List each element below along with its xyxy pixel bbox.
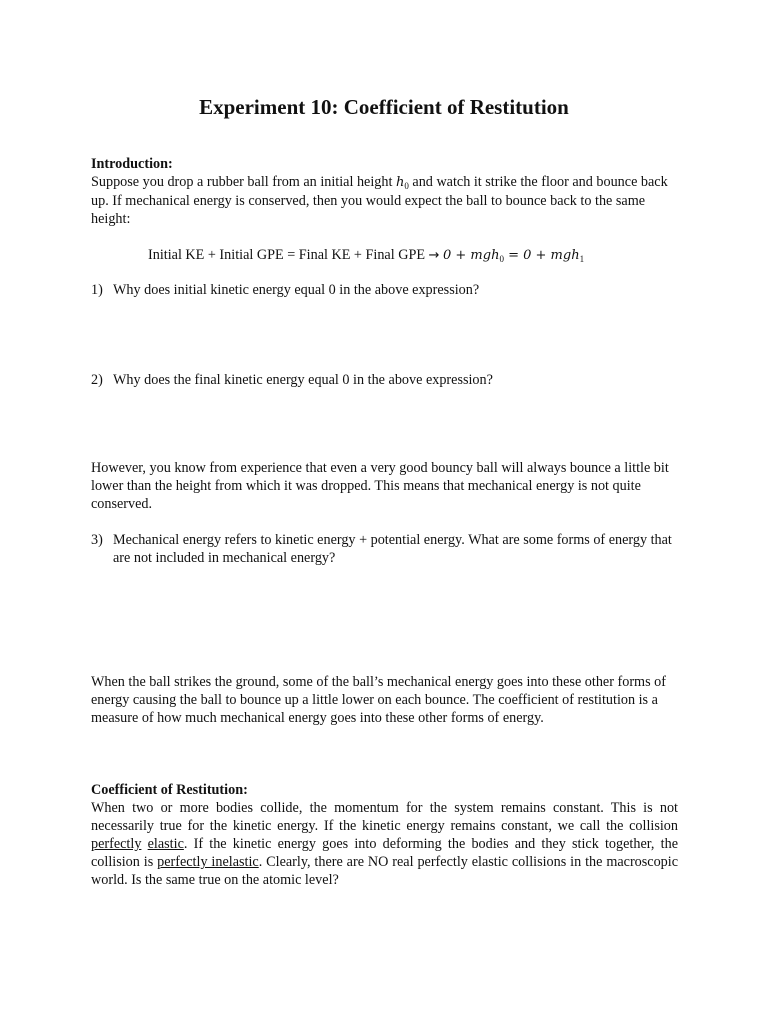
equation-rhs: = 0 + mgh [503,248,580,263]
intro-text-part-a: Suppose you drop a rubber ball from an initial height [91,174,396,190]
however-paragraph: However, you know from experience that even a very good bouncy ball will always bounce a little bit lower than the height from which it was dropped. This means that mechanical energy is not quite conserved. [91,460,669,512]
coefficient-heading: Coefficient of Restitution: [91,782,248,798]
question-number: 2) [91,372,103,388]
right-arrow-icon: → [428,248,440,263]
question-text: Why does initial kinetic energy equal 0 in the above expression? [113,282,480,298]
question-3 [91,531,678,567]
equation-subscript-0: 0 [499,254,504,264]
term-perfectly: perfectly [91,836,142,852]
question-text: Mechanical energy refers to kinetic energy + potential energy. What are some forms of energy that are not included in mechanical energy? [113,532,672,566]
coefficient-text-part-b: . If the kinetic energy goes into deforming the bodies and they stick together, the collision is [91,836,678,870]
introduction-section [91,155,678,228]
question-number: 3) [91,532,103,548]
equation-subscript-1: 1 [579,254,585,264]
equation-words: Initial KE + Initial GPE = Final KE + Final GPE [148,247,425,263]
coefficient-section [91,781,678,889]
question-1 [91,281,678,299]
energy-equation [148,246,584,265]
introduction-heading: Introduction: [91,156,173,172]
height-variable: h [395,175,405,190]
intro-text-part-b: and watch it strike the floor and bounce back up. If mechanical energy is conserved, then you would expect the ball to bounce back to the same height: [91,174,668,227]
document-title: Experiment 10: Coefficient of Restitution [199,95,569,119]
question-2 [91,371,678,389]
height-subscript: 0 [404,181,409,191]
when-paragraph: When the ball strikes the ground, some of the ball’s mechanical energy goes into these other forms of energy causing the ball to bounce up a little lower on each bounce. The coefficient of restitution is a measure of how much mechanical energy goes into these other forms of energy. [91,674,666,726]
term-elastic: elastic [147,836,184,852]
coefficient-text-part-c: . Clearly, there are NO real perfectly elastic collisions in the macroscopic world. Is the same true on the atomic level? [91,854,679,888]
equation-lhs: 0 + mgh [443,248,500,263]
coefficient-text-part-a: When two or more bodies collide, the momentum for the system remains constant. This is not necessarily true for the kinetic energy. If the kinetic energy remains constant, we call the collision [91,800,678,834]
term-perfectly-inelastic: perfectly inelastic [157,854,259,870]
question-text: Why does the final kinetic energy equal 0 in the above expression? [113,372,493,388]
question-number: 1) [91,282,103,298]
